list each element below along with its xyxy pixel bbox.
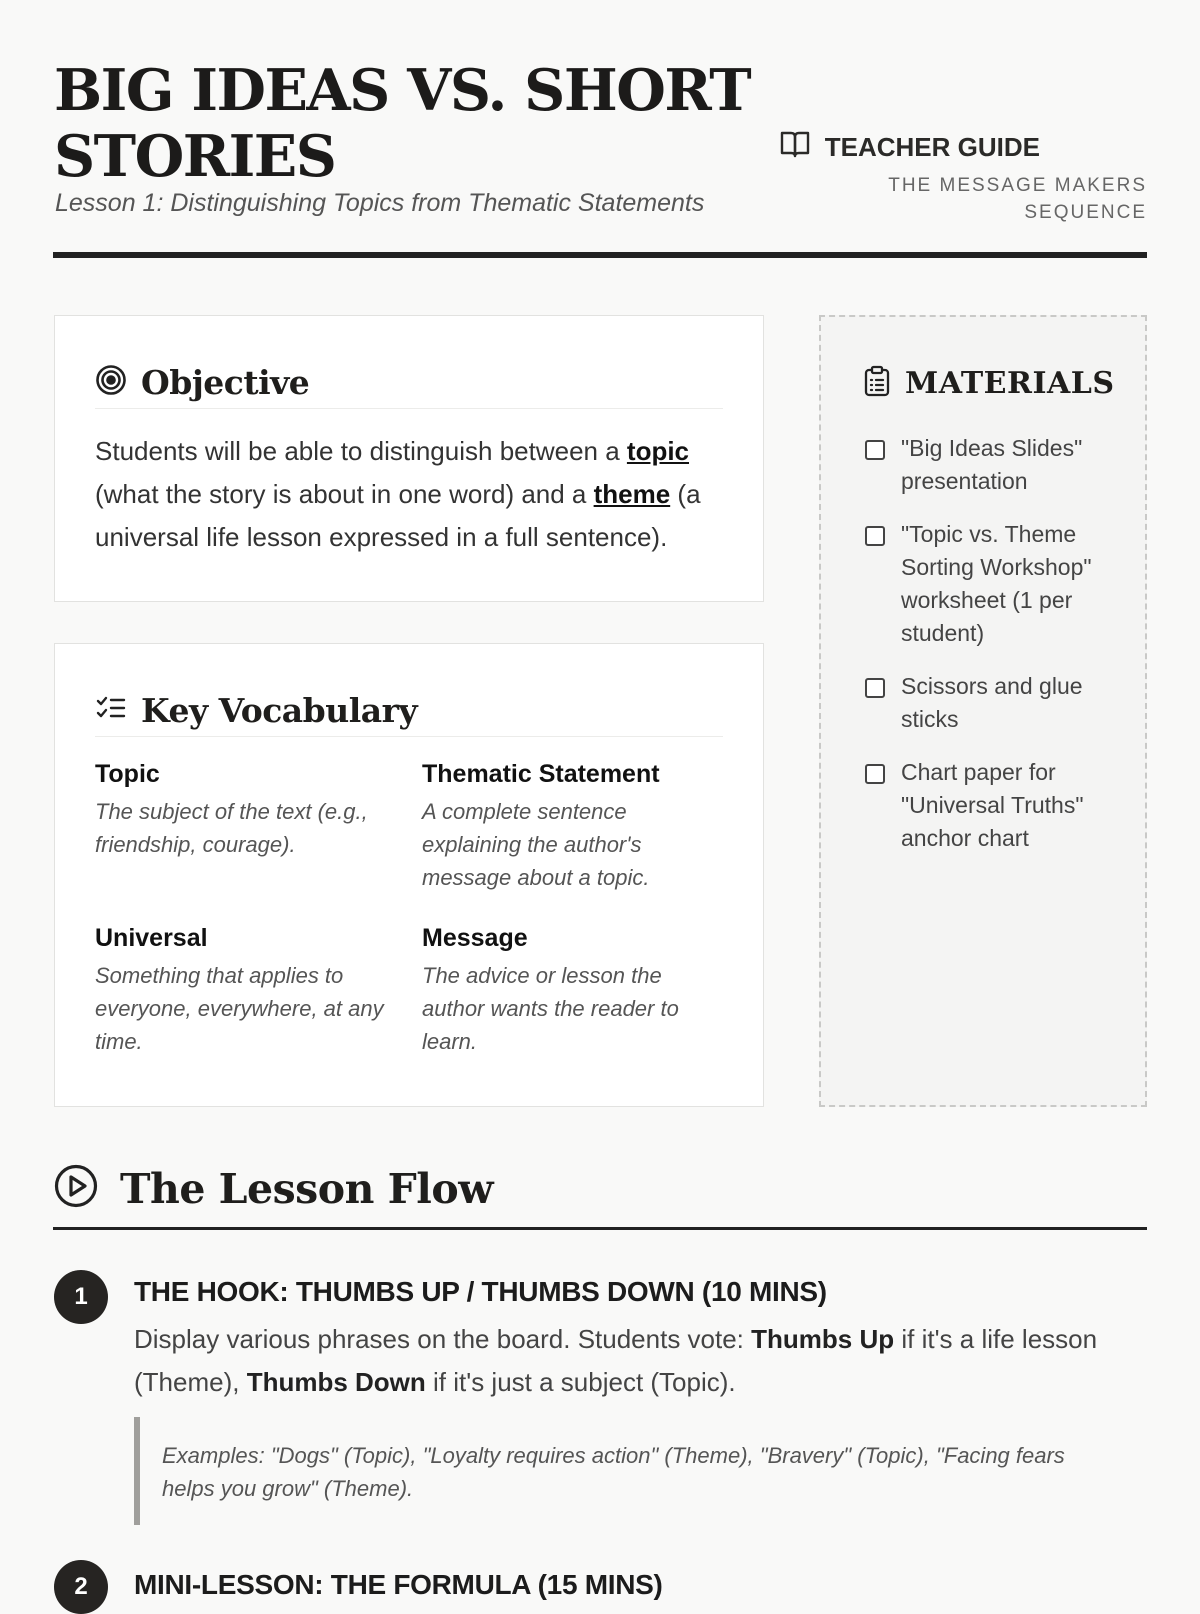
material-item (865, 756, 1115, 855)
checklist-icon (95, 692, 127, 729)
thumbs-down-term: Thumbs Down (246, 1367, 426, 1397)
vocabulary-card (54, 643, 764, 1107)
vocab-definition: The advice or lesson the author wants the reader to learn. (422, 963, 679, 1054)
vocabulary-grid (95, 760, 733, 1058)
step-title: THE HOOK: THUMBS UP / THUMBS DOWN (10 MINS) (134, 1276, 827, 1307)
material-checkbox[interactable] (865, 440, 885, 460)
lesson-flow-header (54, 1164, 493, 1213)
materials-header (863, 365, 1115, 402)
material-item (865, 518, 1115, 650)
vocabulary-heading: Key Vocabulary (141, 690, 418, 730)
term-topic: topic (626, 436, 690, 466)
vocab-definition: Something that applies to everyone, everywhere, at any time. (95, 963, 384, 1054)
term-theme: theme (593, 479, 671, 509)
vocab-term: Message (422, 924, 528, 952)
step-text-part: if it's just a subject (Topic). (425, 1367, 736, 1397)
step-text-part: if it's a life lesson (Theme), (134, 1324, 1098, 1397)
step-number-badge: 1 (54, 1270, 108, 1324)
objective-header (95, 356, 723, 409)
materials-heading: MATERIALS (905, 366, 1115, 401)
clipboard-icon (863, 365, 891, 402)
thumbs-up-term: Thumbs Up (751, 1324, 895, 1354)
vocab-entry (422, 924, 722, 1058)
lesson-subtitle: Lesson 1: Distinguishing Topics from Thematic Statements (55, 189, 705, 217)
vocab-term: Thematic Statement (422, 760, 660, 788)
vocabulary-header (95, 684, 723, 737)
material-item (865, 670, 1115, 736)
page-title: BIG IDEAS VS. SHORT STORIES (54, 57, 751, 190)
material-label: Scissors and glue sticks (901, 673, 1083, 732)
vocab-definition: The subject of the text (e.g., friendship, courage). (95, 799, 368, 857)
teacher-guide-badge (779, 129, 1040, 166)
objective-text-part: (a universal life lesson expressed in a full sentence). (95, 479, 701, 552)
material-label: Chart paper for "Universal Truths" anchor chart (901, 759, 1084, 851)
materials-panel (819, 315, 1147, 1107)
material-checkbox[interactable] (865, 526, 885, 546)
lesson-flow-divider (53, 1227, 1147, 1230)
header-divider (53, 252, 1147, 258)
material-item (865, 432, 1115, 498)
objective-card (54, 315, 764, 602)
lesson-flow-heading: The Lesson Flow (120, 1164, 494, 1213)
vocab-definition: A complete sentence explaining the author's message about a topic. (422, 799, 650, 890)
material-checkbox[interactable] (865, 678, 885, 698)
step-example-callout: Examples: "Dogs" (Topic), "Loyalty requires action" (Theme), "Bravery" (Topic), "Facing fears helps you grow" (Theme). (134, 1417, 1119, 1525)
material-checkbox[interactable] (865, 764, 885, 784)
step-number-badge: 2 (54, 1560, 108, 1614)
objective-text-part: Students will be able to distinguish between a (95, 436, 627, 466)
material-label: "Topic vs. Theme Sorting Workshop" worksheet (1 per student) (901, 521, 1092, 646)
step-description (134, 1318, 1134, 1404)
vocab-entry (422, 760, 722, 894)
teacher-guide-label: TEACHER GUIDE (824, 132, 1040, 162)
objective-heading: Objective (141, 362, 310, 402)
vocab-entry (95, 760, 422, 894)
materials-list (865, 432, 1115, 875)
vocab-entry (95, 924, 422, 1058)
material-label: "Big Ideas Slides" presentation (901, 435, 1083, 494)
step-title: MINI-LESSON: THE FORMULA (15 MINS) (134, 1569, 663, 1600)
objective-text (95, 430, 723, 559)
vocab-term: Topic (95, 760, 160, 788)
target-icon (95, 364, 127, 401)
open-book-icon (779, 129, 811, 166)
sequence-label: THE MESSAGE MAKERS SEQUENCE (888, 175, 1147, 223)
vocab-term: Universal (95, 924, 208, 952)
objective-text-part: (what the story is about in one word) and a (95, 479, 594, 509)
play-circle-icon (54, 1164, 98, 1213)
step-text-part: Display various phrases on the board. Students vote: (134, 1324, 752, 1354)
